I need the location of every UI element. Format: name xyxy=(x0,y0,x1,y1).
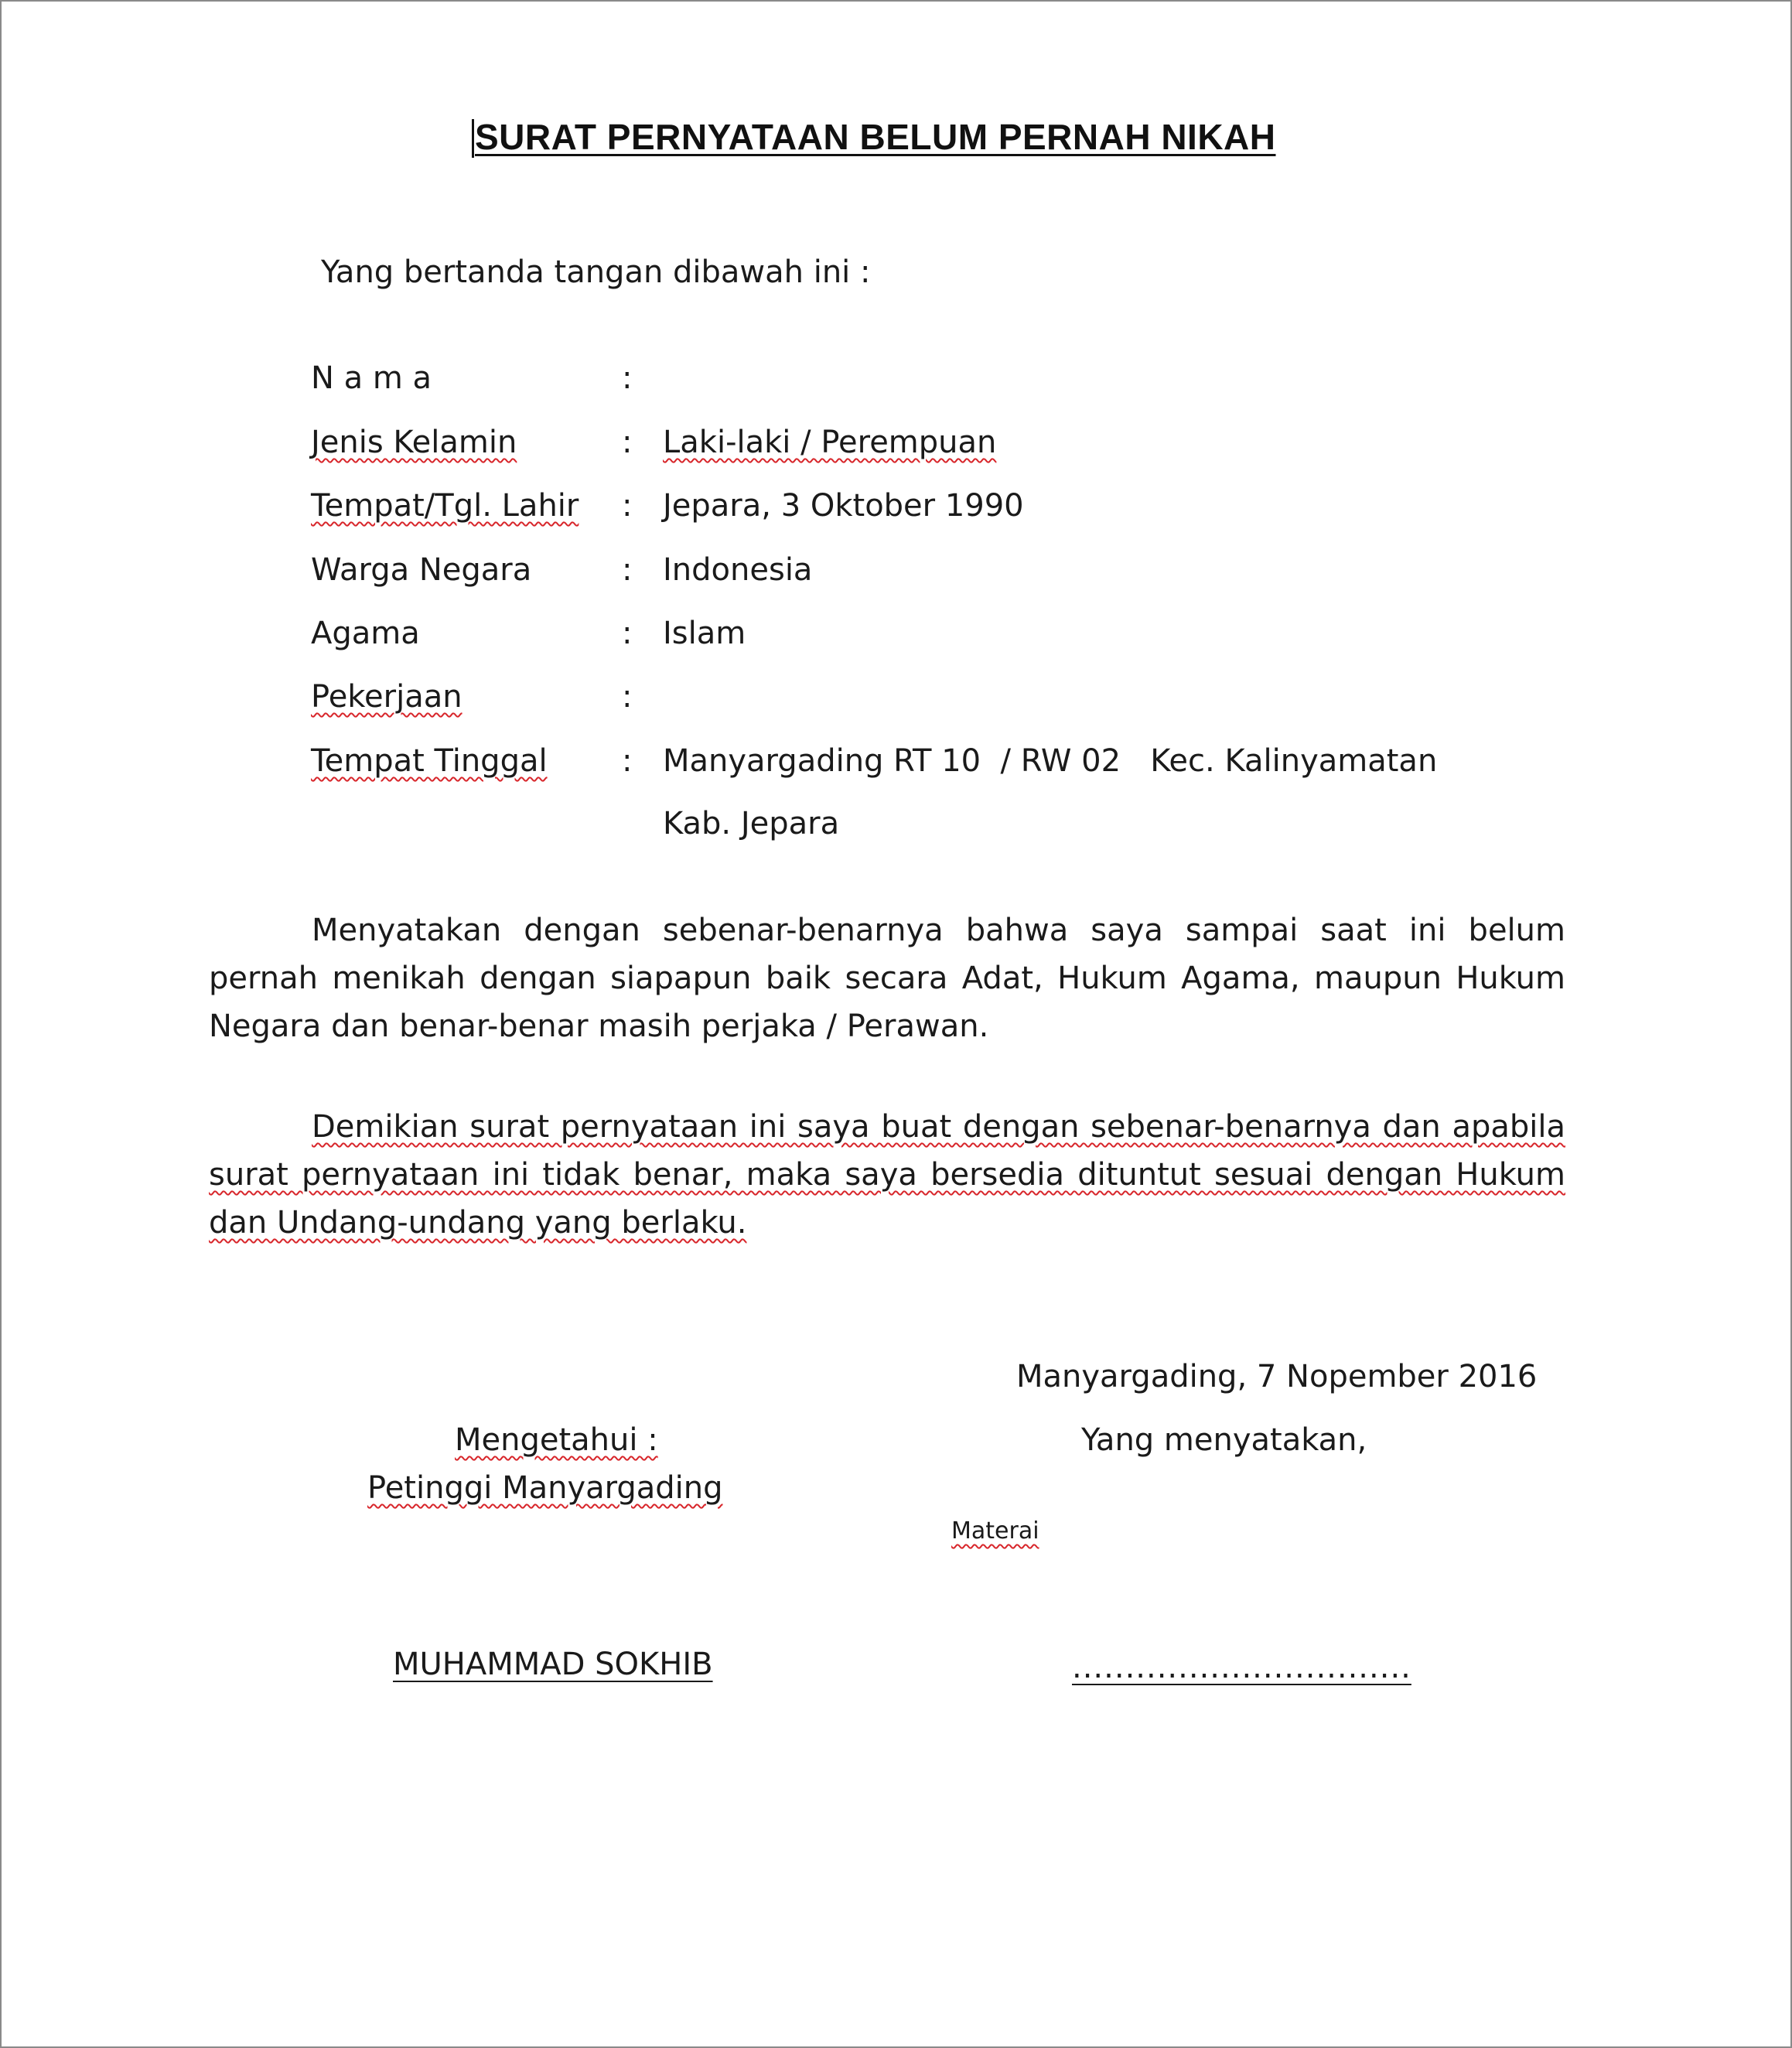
field-colon-jenis-kelamin: : xyxy=(622,425,633,460)
field-colon-agama: : xyxy=(622,616,633,651)
field-colon-nama: : xyxy=(622,360,633,396)
intro-line: Yang bertanda tangan dibawah ini : xyxy=(321,254,871,290)
text-cursor xyxy=(472,119,474,158)
field-label-tempat-tgl-lahir: Tempat/Tgl. Lahir xyxy=(311,488,579,524)
left-title: Petinggi Manyargading xyxy=(367,1470,723,1506)
field-colon-pekerjaan: : xyxy=(622,679,633,715)
field-value-jenis-kelamin: Laki-laki / Perempuan xyxy=(663,425,997,460)
closing-paragraph xyxy=(209,1103,1565,1247)
field-value-tempat-tinggal-line2: Kab. Jepara xyxy=(663,806,840,841)
field-colon-warga-negara: : xyxy=(622,552,633,588)
left-heading: Mengetahui : xyxy=(455,1422,658,1458)
right-heading: Yang menyatakan, xyxy=(1081,1422,1367,1458)
field-label-pekerjaan: Pekerjaan xyxy=(311,679,463,715)
field-label-tempat-tinggal: Tempat Tinggal xyxy=(311,743,548,779)
left-signatory-name: MUHAMMAD SOKHIB xyxy=(393,1647,713,1682)
field-label-jenis-kelamin: Jenis Kelamin xyxy=(311,425,517,460)
statement-text: Menyatakan dengan sebenar-benarnya bahwa saya sampai saat ini belum pernah menikah dengan siapapun baik secara Adat, Hukum Agama, maupun Hukum Negara dan benar-benar masih perjaka / Perawan. xyxy=(209,913,1565,1044)
field-colon-tempat-tinggal: : xyxy=(622,743,633,779)
field-value-tempat-tgl-lahir: Jepara, 3 Oktober 1990 xyxy=(663,488,1024,524)
place-date: Manyargading, 7 Nopember 2016 xyxy=(1016,1359,1538,1394)
right-signatory-name: ................................ xyxy=(1072,1650,1411,1685)
statement-paragraph xyxy=(209,906,1565,1050)
field-value-tempat-tinggal: Manyargading RT 10 / RW 02 Kec. Kalinyamatan xyxy=(663,743,1438,779)
field-colon-tempat-tgl-lahir: : xyxy=(622,488,633,524)
field-label-nama: N a m a xyxy=(311,360,432,396)
field-value-warga-negara: Indonesia xyxy=(663,552,813,588)
stamp-label: Materai xyxy=(951,1517,1039,1545)
field-label-agama: Agama xyxy=(311,616,420,651)
closing-text: Demikian surat pernyataan ini saya buat dengan sebenar-benarnya dan apabila surat pernyataan ini tidak benar, maka saya bersedia dituntut sesuai dengan Hukum dan Undang-undang yang berlaku. xyxy=(209,1109,1565,1241)
field-label-warga-negara: Warga Negara xyxy=(311,552,532,588)
intro-text xyxy=(321,254,871,290)
field-value-agama: Islam xyxy=(663,616,746,651)
document-title: SURAT PERNYATAAN BELUM PERNAH NIKAH xyxy=(475,117,1276,157)
